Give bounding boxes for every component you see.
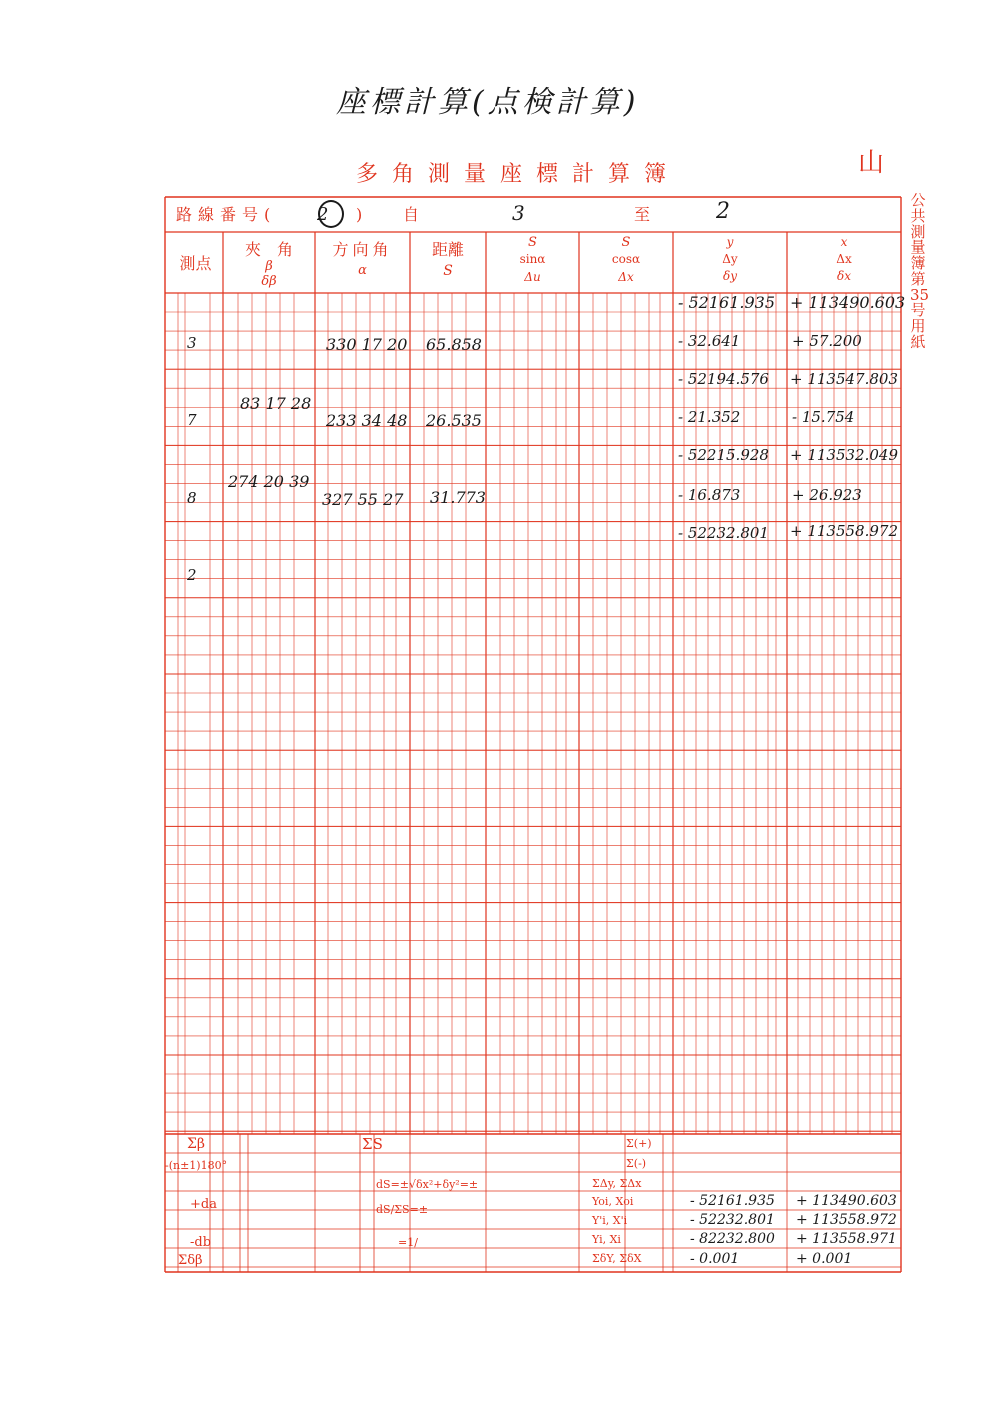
row-azimuth: 330 17 20	[326, 335, 408, 354]
row-station: 3	[187, 334, 197, 352]
plus-da-label: +da	[190, 1197, 217, 1212]
start-x: + 113490.603	[790, 293, 906, 312]
row-y: - 52194.576	[678, 370, 769, 388]
col-angle-corr: δβ	[261, 274, 277, 289]
col-scos-top: S	[621, 235, 631, 250]
col-y-bot: δy	[722, 269, 737, 283]
sum-minus-label: Σ(-)	[626, 1157, 647, 1170]
yi-xi-label-2: Yi, Xi	[592, 1233, 621, 1246]
ds-formula: dS=±√δx²+δy²=±	[376, 1178, 479, 1191]
n-term-label: -(n±1)180°	[165, 1159, 228, 1172]
col-azimuth: 方向角	[332, 240, 393, 259]
dy-value: - 0.001	[690, 1251, 740, 1267]
row-x: + 113532.049	[790, 446, 898, 464]
start-y: - 52161.935	[678, 293, 776, 312]
sum-beta-label: Σβ	[187, 1136, 205, 1152]
yo-xo-label: Yoi, Xoi	[592, 1195, 634, 1208]
col-scos-bot: Δx	[618, 270, 634, 284]
sum-plus-label: Σ(+)	[626, 1137, 652, 1150]
yi-xi-label-1: Y'i, X'i	[592, 1214, 628, 1227]
yo-value: - 52161.935	[690, 1193, 775, 1209]
sum-delta-label: ΣδY, ΣδX	[592, 1252, 642, 1265]
route-number-circle	[318, 200, 344, 228]
xo-value: + 113490.603	[796, 1193, 897, 1209]
row-y: - 52232.801	[678, 524, 769, 542]
row-x: + 113558.972	[790, 522, 898, 540]
col-x-mid: Δx	[836, 252, 852, 266]
from-label: 自	[403, 205, 420, 224]
row-y: - 52215.928	[678, 446, 769, 464]
xi2-value: + 113558.971	[796, 1231, 897, 1247]
row-distance: 65.858	[426, 335, 482, 354]
row-dx: - 15.754	[792, 408, 855, 426]
row-station: 8	[187, 489, 197, 507]
minus-db-label: -db	[190, 1235, 212, 1250]
sum-dbeta-label: Σδβ	[178, 1253, 203, 1268]
col-angle: 夾 角	[244, 240, 293, 259]
yi1-value: - 52232.801	[690, 1212, 775, 1228]
col-x-bot: δx	[837, 269, 851, 283]
row-dy: - 16.873	[678, 486, 741, 504]
row-azimuth: 233 34 48	[326, 411, 408, 430]
sum-s-label: ΣS	[362, 1135, 383, 1153]
row-station: 2	[187, 566, 197, 584]
col-azimuth-sym: α	[358, 263, 367, 278]
col-ssin-top: S	[528, 235, 537, 250]
route-label-close: )	[356, 205, 363, 224]
row-x: + 113547.803	[790, 370, 898, 388]
handwritten-title: 座標計算(点検計算)	[336, 85, 640, 120]
col-distance: 距離	[431, 240, 464, 259]
yi2-value: - 82232.800	[690, 1231, 775, 1247]
publisher-logo: 山	[858, 148, 885, 178]
ds-ratio: dS/ΣS=±	[376, 1203, 429, 1216]
ds-result: =1/	[398, 1236, 418, 1249]
row-dx: + 26.923	[792, 486, 862, 504]
row-distance: 31.773	[430, 488, 486, 507]
route-number: 2	[317, 204, 329, 225]
col-distance-sym: S	[443, 263, 453, 279]
row-distance: 26.535	[426, 411, 482, 430]
col-angle-sym: β	[265, 259, 273, 274]
form-number-note: 公共測量簿第35号用紙	[910, 191, 930, 351]
from-station: 3	[512, 201, 525, 225]
col-ssin-mid: sinα	[519, 252, 546, 266]
route-label: 路線番号(	[176, 205, 277, 224]
col-station: 測点	[179, 254, 212, 273]
col-y-top: y	[726, 235, 734, 249]
to-station: 2	[716, 199, 730, 224]
col-ssin-bot: Δu	[524, 270, 541, 284]
row-angle: 83 17 28	[240, 394, 312, 413]
dx-value: + 0.001	[796, 1251, 853, 1267]
row-dy: - 21.352	[678, 408, 741, 426]
row-dy: - 32.641	[678, 332, 741, 350]
row-angle: 274 20 39	[228, 472, 310, 491]
col-scos-mid: cosα	[611, 252, 641, 266]
to-label: 至	[634, 205, 651, 224]
xi1-value: + 113558.972	[796, 1212, 897, 1228]
row-station: 7	[187, 411, 197, 429]
col-y-mid: Δy	[722, 252, 738, 266]
sum-dydx-label: ΣΔy, ΣΔx	[592, 1177, 642, 1190]
row-azimuth: 327 55 27	[322, 490, 404, 509]
row-dx: + 57.200	[792, 332, 862, 350]
col-x-top: x	[840, 235, 848, 249]
form-title: 多角測量座標計算簿	[356, 162, 681, 187]
